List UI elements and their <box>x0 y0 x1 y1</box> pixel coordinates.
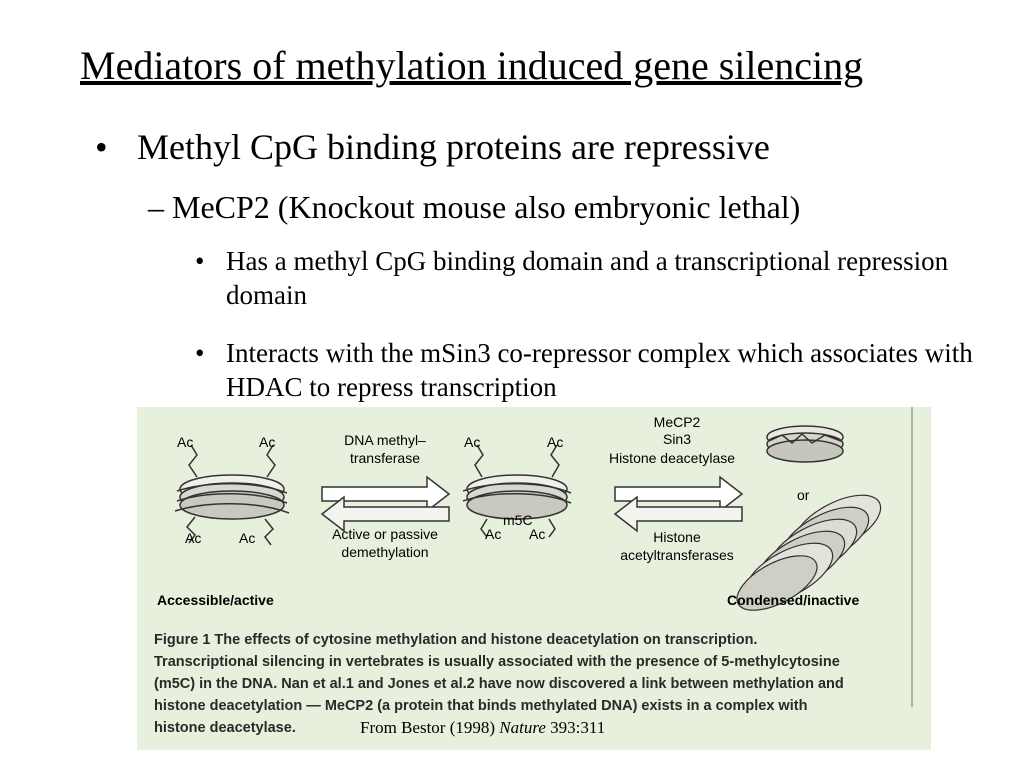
source-journal: Nature <box>499 718 546 737</box>
label-ac: Ac <box>185 530 202 546</box>
label-ac: Ac <box>529 526 546 542</box>
label-m5c: m5C <box>503 512 533 528</box>
slide-title: Mediators of methylation induced gene silencing <box>80 43 864 88</box>
label-histone-deacetylase: Histone deacetylase <box>608 450 736 466</box>
double-arrow-right <box>615 477 742 531</box>
bullet-level2: – MeCP2 (Knockout mouse also embryonic lethal) <box>148 189 801 225</box>
bullet-marker: • <box>195 338 205 368</box>
label-ac: Ac <box>177 434 194 450</box>
label-dna-methyltransferase: DNA methyl– <box>344 432 426 448</box>
figure-source-citation <box>360 718 605 738</box>
label-histone-acetyltransferases: Histone <box>653 529 701 545</box>
label-mecp2: MeCP2 <box>653 414 701 430</box>
label-active-demethylation: Active or passive <box>332 526 438 542</box>
label-sin3: Sin3 <box>662 431 692 447</box>
label-ac: Ac <box>259 434 276 450</box>
caption-line: Transcriptional silencing in vertebrates is usually associated with the presence of 5-methylcytosine <box>154 654 840 670</box>
source-prefix: From Bestor (1998) <box>360 718 500 737</box>
label-dna-methyltransferase: transferase <box>349 450 421 466</box>
figure-scan <box>137 407 931 750</box>
label-accessible-active: Accessible/active <box>157 592 274 608</box>
bullet-text: Methyl CpG binding proteins are repressive <box>137 127 770 167</box>
bullet-text: Interacts with the mSin3 co-repressor complex which associates with HDAC to repress transcription <box>226 338 973 402</box>
caption-line: histone deacetylation — MeCP2 (a protein that binds methylated DNA) exists in a complex with <box>154 698 808 714</box>
condensed-chromatin-top <box>767 426 843 462</box>
bullet-marker: • <box>195 246 205 276</box>
caption-line: (m5C) in the DNA. Nan et al.1 and Jones et al.2 have now discovered a link between methylation and <box>154 676 844 692</box>
label-ac: Ac <box>464 434 481 450</box>
double-arrow-left <box>322 477 449 531</box>
label-ac: Ac <box>239 530 256 546</box>
bullet-text: Has a methyl CpG binding domain and a transcriptional repression domain <box>226 246 949 310</box>
bullet-marker: • <box>95 127 108 167</box>
label-ac: Ac <box>485 526 502 542</box>
caption-line: histone deacetylase. <box>154 720 296 736</box>
source-suffix: 393:311 <box>545 718 606 737</box>
label-histone-acetyltransferases: acetyltransferases <box>620 547 734 563</box>
label-active-demethylation: demethylation <box>341 544 429 560</box>
caption-line: Figure 1 The effects of cytosine methylation and histone deacetylation on transcription. <box>154 632 758 648</box>
label-condensed-inactive: Condensed/inactive <box>727 592 860 608</box>
label-or: or <box>797 487 810 503</box>
label-ac: Ac <box>547 434 564 450</box>
